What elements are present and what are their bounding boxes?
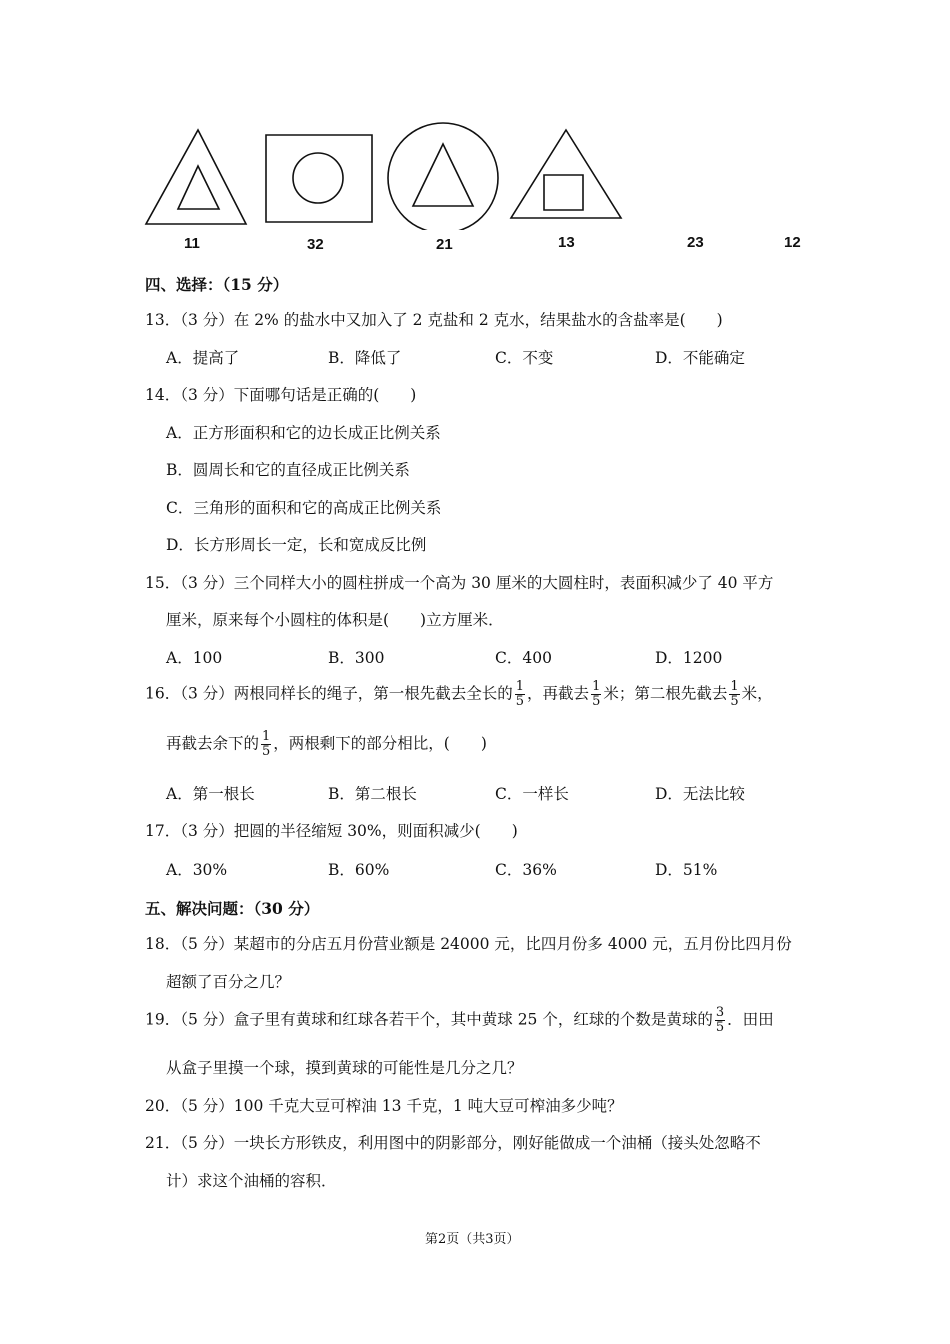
fraction-numerator: 3 — [715, 1005, 725, 1020]
triangle-in-circle — [388, 123, 498, 230]
figure-label-3: 21 — [436, 236, 453, 253]
triangle-in-triangle — [146, 130, 246, 224]
q13-option-c: C．不变 — [495, 349, 554, 367]
fraction-numerator: 1 — [515, 679, 525, 694]
q16-option-b: B．第二根长 — [328, 785, 417, 803]
circle-in-square — [266, 135, 372, 222]
q20-stem: 20．（5 分）100 千克大豆可榨油 13 千克，1 吨大豆可榨油多少吨？ — [145, 1097, 623, 1115]
q13-option-a: A．提高了 — [166, 349, 240, 367]
q16-option-c: C．一样长 — [495, 785, 569, 803]
q21-line2: 计）求这个油桶的容积． — [166, 1172, 337, 1190]
fraction-one-fifth — [591, 680, 601, 709]
q16-text-6: ，两根剩下的部分相比，( ) — [273, 734, 487, 753]
q18-line1: 18．（5 分）某超市的分店五月份营业额是 24000 元，比四月份多 4000 元，五月份比四月份 — [145, 935, 792, 953]
q19-text-1: 19．（5 分）盒子里有黄球和红球各若干个，其中黄球 25 个，红球的个数是黄球的 — [145, 1010, 713, 1029]
q15-option-b: B．300 — [328, 649, 385, 667]
figure-label-2: 32 — [307, 236, 324, 253]
q16-option-a: A．第一根长 — [166, 785, 255, 803]
fraction-one-fifth — [729, 680, 739, 709]
q16-line1 — [145, 680, 773, 709]
q16-text-5: 再截去余下的 — [166, 734, 260, 753]
q16-line2 — [166, 730, 487, 759]
fraction-three-fifths — [715, 1006, 725, 1035]
q17-option-b: B．60% — [328, 861, 390, 879]
q15-option-c: C．400 — [495, 649, 552, 667]
figure-label-6: 12 — [784, 234, 801, 251]
q15-option-d: D．1200 — [655, 649, 723, 667]
q13-option-b: B．降低了 — [328, 349, 402, 367]
fraction-numerator: 1 — [730, 679, 739, 694]
q16-text-3: 米；第二根先截去 — [603, 684, 728, 703]
q15-line1: 15．（3 分）三个同样大小的圆柱拼成一个高为 30 厘米的大圆柱时，表面积减少了 40 平方 — [145, 574, 774, 592]
q16-text-1: 16．（3 分）两根同样长的绳子，第一根先截去全长的 — [145, 684, 513, 703]
figure-label-5: 23 — [687, 234, 704, 251]
q18-line2: 超额了百分之几？ — [166, 973, 291, 991]
q19-line2: 从盒子里摸一个球，摸到黄球的可能性是几分之几？ — [166, 1059, 523, 1077]
square-in-triangle — [511, 130, 621, 218]
q17-stem: 17．（3 分）把圆的半径缩短 30%，则面积减少( ) — [145, 822, 518, 840]
q17-option-a: A．30% — [166, 861, 228, 879]
figure-label-4: 13 — [558, 234, 575, 251]
q14-option-d: D．长方形周长一定，长和宽成反比例 — [166, 536, 427, 554]
q14-option-a: A．正方形面积和它的边长成正比例关系 — [166, 424, 441, 442]
fraction-numerator: 1 — [262, 729, 271, 744]
q16-text-4: 米， — [741, 684, 773, 703]
q17-option-c: C．36% — [495, 861, 557, 879]
section4-heading: 四、选择：（15 分） — [145, 275, 289, 294]
fraction-denominator: 5 — [715, 1020, 725, 1035]
q19-text-2: ．田田 — [727, 1010, 774, 1029]
fraction-one-fifth — [515, 680, 525, 709]
q16-option-d: D．无法比较 — [655, 785, 745, 803]
q15-option-a: A．100 — [166, 649, 223, 667]
q14-stem: 14．（3 分）下面哪句话是正确的( ) — [145, 386, 417, 404]
fraction-one-fifth — [261, 730, 271, 759]
fraction-denominator: 5 — [515, 694, 525, 709]
fraction-denominator: 5 — [730, 694, 739, 709]
q16-text-2: ，再截去 — [527, 684, 590, 703]
fraction-numerator: 1 — [592, 679, 601, 694]
q19-line1 — [145, 1006, 774, 1035]
fraction-denominator: 5 — [592, 694, 601, 709]
q17-option-d: D．51% — [655, 861, 718, 879]
figure-label-1: 11 — [184, 235, 200, 252]
q15-line2: 厘米，原来每个小圆柱的体积是( )立方厘米． — [166, 611, 504, 629]
q13-option-d: D．不能确定 — [655, 349, 745, 367]
fraction-denominator: 5 — [262, 744, 271, 759]
shapes-figure — [140, 120, 820, 230]
q13-stem: 13．（3 分）在 2% 的盐水中又加入了 2 克盐和 2 克水，结果盐水的含盐率是( ) — [145, 311, 723, 329]
q14-option-b: B．圆周长和它的直径成正比例关系 — [166, 461, 410, 479]
section5-heading: 五、解决问题：（30 分） — [145, 899, 320, 918]
q14-option-c: C．三角形的面积和它的高成正比例关系 — [166, 499, 442, 517]
page-footer: 第2页（共3页） — [425, 1232, 520, 1247]
q21-line1: 21．（5 分）一块长方形铁皮，利用图中的阴影部分，刚好能做成一个油桶（接头处忽略不 — [145, 1134, 761, 1152]
